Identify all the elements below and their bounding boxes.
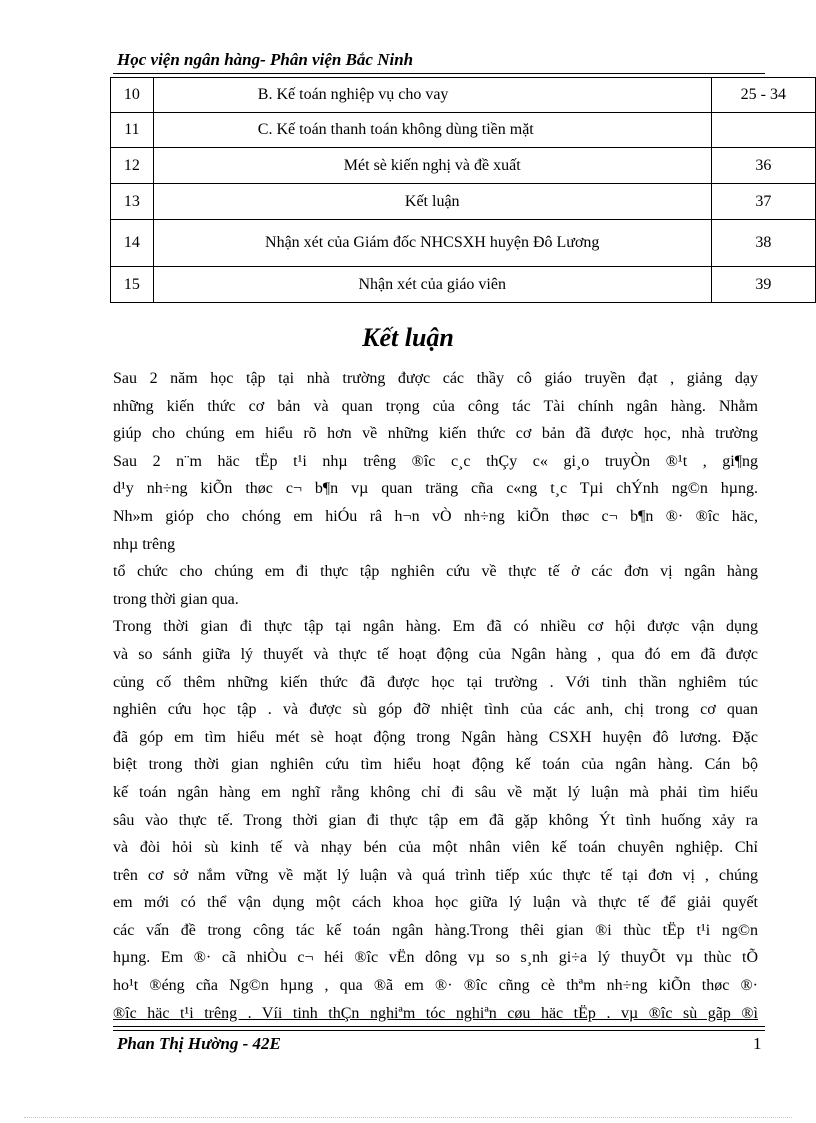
text-line: nhµ trêng	[113, 535, 176, 553]
row-number: 14	[111, 220, 154, 267]
footer-author: Phan Thị Hường - 42E	[117, 1034, 281, 1053]
text-line: Sau 2 năm học tập tại nhà trường được các thầy cô giáo truyền đạt , giảng dạy	[113, 370, 758, 387]
row-page: 39	[711, 267, 815, 303]
row-title: Mét sè kiến nghị và đề xuất	[153, 148, 711, 184]
text-line: những kiến thức cơ bản và quan trọng của công tác Tài chính ngân hàng. Nhằm	[113, 397, 758, 415]
text-line: ®îc häc t¹i trêng . Víi tinh thÇn nghiªm tóc nghiªn cøu häc tËp . vµ ®îc sù gãp ®ì	[113, 1004, 758, 1022]
text-line: đã góp em tìm hiểu mét sè hoạt động trong Ngân hàng CSXH huyện đô lương. Đặc	[113, 728, 758, 746]
footer-rule-thick	[113, 1030, 765, 1031]
row-number: 13	[111, 184, 154, 220]
text-line: d¹y nh÷ng kiÕn thøc c¬ b¶n vµ quan träng cña c«ng t¸c Tµi chÝnh ng©n hµng.	[113, 480, 758, 498]
text-line: hµng. Em ®· cã nhiÒu c¬ héi ®îc vËn dông vµ so s¸nh gi÷a lý thuyÕt vµ thùc tÕ	[113, 949, 758, 967]
text-line: và đòi hỏi sù kinh tế và nhạy bén của một nhân viên kế toán chuyên nghiệp. Chỉ	[113, 839, 758, 857]
row-title: Nhận xét của giáo viên	[153, 267, 711, 303]
row-title: B. Kế toán nghiệp vụ cho vay	[153, 78, 711, 113]
header-title: Học viện ngân hàng- Phân viện Bắc Ninh	[117, 50, 414, 69]
table-row	[111, 184, 816, 220]
row-page: 37	[711, 184, 815, 220]
table-row	[111, 148, 816, 184]
text-line: Sau 2 n¨m häc tËp t¹i nhµ trêng ®îc c¸c thÇy c« gi¸o truyÒn ®¹t , gi¶ng	[113, 452, 758, 470]
table-row	[111, 78, 816, 113]
row-page: 36	[711, 148, 815, 184]
row-title: Kết luận	[153, 184, 711, 220]
row-page: 25 - 34	[711, 78, 815, 113]
page-number: 1	[753, 1034, 762, 1053]
text-line: em mới có thể vận dụng một cách khoa học giữa lý luận và thực tế để giải quyết	[113, 894, 758, 912]
footer-rule-thin	[113, 1026, 765, 1027]
row-title: C. Kế toán thanh toán không dùng tiền mặt	[153, 113, 711, 148]
text-line: tổ chức cho chúng em đi thực tập nghiên cứu về thực tế ở các đơn vị ngân hàng	[113, 563, 758, 581]
row-number: 12	[111, 148, 154, 184]
text-line: giúp cho chúng em hiểu rõ hơn về những kiến thức cơ bản đã được học, nhà trường	[113, 425, 758, 443]
text-line: Trong thời gian đi thực tập tại ngân hàng. Em đã có nhiều cơ hội được vận dụng	[113, 618, 758, 636]
text-line: củng cố thêm những kiến thức đã được học tại trường . Với tinh thần nghiêm túc	[113, 673, 758, 691]
text-line: các vấn đề trong công tác kế toán ngân hàng.Trong thêi gian ®i thùc tËp t¹i ng©n	[113, 921, 758, 939]
text-line: biệt trong thời gian nghiên cứu tìm hiểu hoạt động kế toán của ngân hàng. Cán bộ	[113, 756, 758, 774]
text-line: nghiên cứu học tập . và được sù góp đỡ nhiệt tình của các anh, chị trong cơ quan	[113, 701, 758, 719]
table-row	[111, 220, 816, 267]
text-line: và so sánh giữa lý thuyết và thực tế hoạt động của Ngân hàng , qua đó em đã được	[113, 645, 758, 663]
table-row	[111, 113, 816, 148]
row-page: 38	[711, 220, 815, 267]
text-line: kế toán ngân hàng em nghĩ rằng không chỉ đi sâu về mặt lý luận mà phải tìm hiểu	[113, 783, 758, 801]
section-heading: Kết luận	[362, 323, 454, 352]
text-line: ho¹t ®éng cña Ng©n hµng , qua ®ã em ®· ®îc cñng cè thªm nh÷ng kiÕn thøc ®·	[113, 977, 758, 995]
table-row	[111, 267, 816, 303]
row-page	[711, 113, 815, 148]
text-line: trong thời gian qua.	[113, 590, 239, 608]
text-line: trên cơ sở nắm vững về mặt lý luận và quá trình tiếp xúc thực tế tại đơn vị , chúng	[113, 866, 758, 884]
body-text	[113, 365, 758, 1027]
row-number: 11	[111, 113, 154, 148]
row-title: Nhận xét của Giám đốc NHCSXH huyện Đô Lương	[153, 220, 711, 267]
row-number: 15	[111, 267, 154, 303]
text-line: sâu vào thực tế. Trong thời gian đi thực tập em đã gặp không Ýt tình huống xảy ra	[113, 811, 758, 829]
table-of-contents	[110, 77, 816, 303]
page-boundary	[24, 1117, 792, 1118]
header-rule-thick	[113, 73, 765, 74]
row-number: 10	[111, 78, 154, 113]
text-line: Nh»m gióp cho chóng em hiÓu râ h¬n vÒ nh÷ng kiÕn thøc c¬ b¶n ®· ®îc häc,	[113, 507, 758, 525]
